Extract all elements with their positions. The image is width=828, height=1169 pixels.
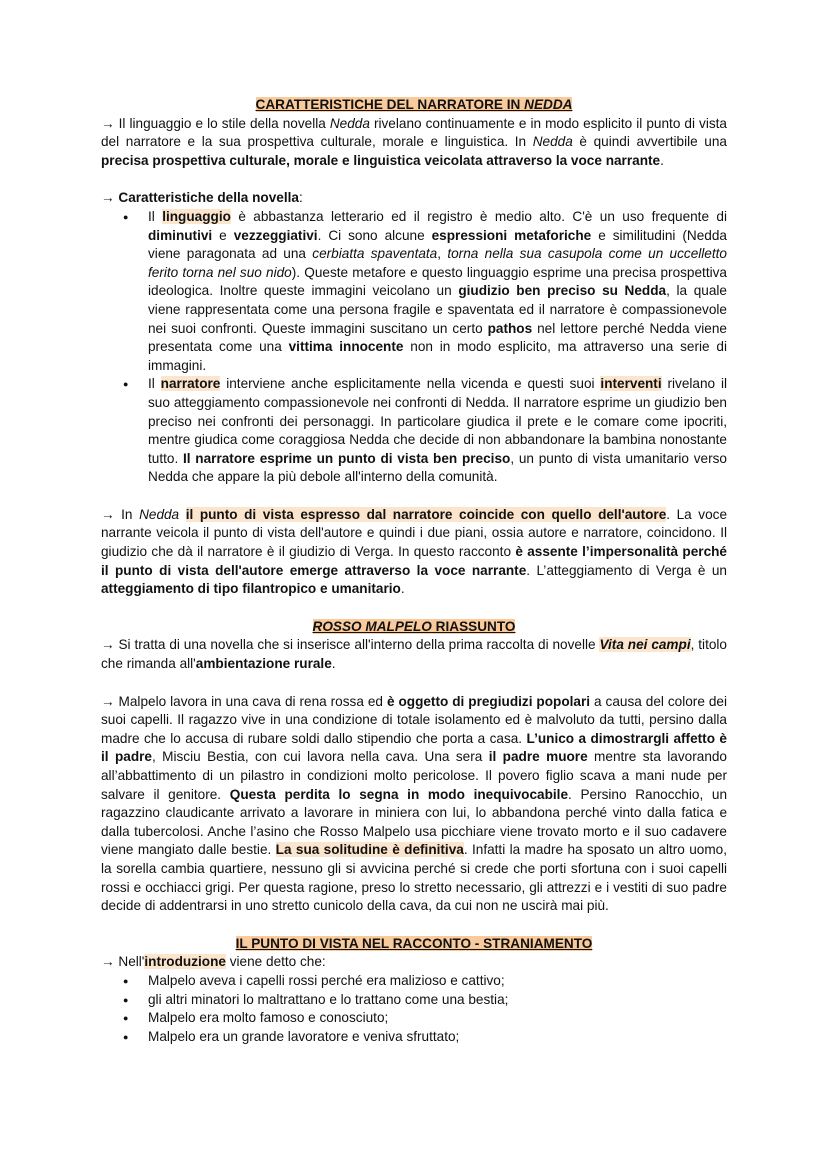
paragraph-introduzione: → Nell'introduzione viene detto che: <box>101 954 326 970</box>
heading-rosso-malpelo-riassunto: ROSSO MALPELO RIASSUNTO <box>312 618 516 634</box>
list-item: ● gli altri minatori lo maltrattano e lo trattano come una bestia; <box>101 991 727 1010</box>
heading-caratteristiche-narratore: CARATTERISTICHE DEL NARRATORE IN NEDDA <box>255 97 573 112</box>
list-item: ● Malpelo era molto famoso e conosciuto; <box>101 1009 727 1028</box>
bullet-list-introduzione <box>101 972 727 1046</box>
list-item: ● Il narratore interviene anche esplicitamente nella vicenda e questi suoi interventi rivelano il suo atteggiamento compassionevole nei confronti di Nedda. Il narratore esprime un giudizio ben preciso nei confronti dei personaggi. In particolare giudica il prete e le comare come ipocriti, mentre giudica come coraggiosa Nedda che decide di non abbandonare la bambina nonostante tutto. Il narratore esprime un punto di vista ben preciso, un punto di vista umanitario verso Nedda che appare la più debole all'interno della comunità. <box>101 375 727 487</box>
heading-punto-di-vista-straniamento: IL PUNTO DI VISTA NEL RACCONTO - STRANIAMENTO <box>235 935 593 951</box>
paragraph-linguaggio-stile: → Il linguaggio e lo stile della novella Nedda rivelano continuamente e in modo esplicito il punto di vista del narratore e la sua prospettiva culturale, morale e linguistica. In Nedda è quindi avvertibile una precisa prospettiva culturale, morale e linguistica veicolata attraverso la voce narrante. <box>101 115 727 168</box>
list-item: ● Malpelo era un grande lavoratore e veniva sfruttato; <box>101 1028 727 1047</box>
list-item: ● Malpelo aveva i capelli rossi perché era malizioso e cattivo; <box>101 972 727 991</box>
paragraph-caratteristiche-novella: → Caratteristiche della novella: <box>101 190 303 206</box>
document-page <box>101 96 727 1046</box>
list-item: ● Il linguaggio è abbastanza letterario ed il registro è medio alto. C'è un uso frequente di diminutivi e vezzeggiativi. Ci sono alcune espressioni metaforiche e similitudini (Nedda viene paragonata ad una cerbiatta spaventata, torna nella sua casupola come un uccelletto ferito torna nel suo nido). Queste metafore e questo linguaggio esprime una precisa prospettiva ideologica. Inoltre queste immagini veicolano un giudizio ben preciso su Nedda, la quale viene rappresentata come una persona fragile e spaventata ed il narratore è compassionevole nei suoi confronti. Queste immagini suscitano un certo pathos nel lettore perché Nedda viene presentata come una vittima innocente non in modo esplicito, ma attraverso una serie di immagini. <box>101 208 727 375</box>
paragraph-vita-nei-campi: → Si tratta di una novella che si inserisce all'interno della prima raccolta di novelle Vita nei campi, titolo che rimanda all'ambientazione rurale. <box>101 637 727 672</box>
paragraph-riassunto-malpelo: → Malpelo lavora in una cava di rena rossa ed è oggetto di pregiudizi popolari a causa del colore dei suoi capelli. Il ragazzo vive in una condizione di totale isolamento ed è malvoluto da tutti, persino dalla madre che lo accusa di rubare soldi dallo stipendio che porta a casa. L’unico a dimostrargli affetto è il padre, Misciu Bestia, con cui lavora nella cava. Una sera il padre muore mentre sta lavorando all’abbattimento di un pilastro in condizioni molto pericolose. Il povero figlio scava a mani nude per salvare il genitore. Questa perdita lo segna in modo inequivocabile. Persino Ranocchio, un ragazzino claudicante arrivato a lavorare in miniera con lui, lo abbandona perché vinto dalla fatica e dalla tubercolosi. Anche l’asino che Rosso Malpelo usa picchiare viene trovato morto e il suo cadavere viene mangiato dalle bestie. La sua solitudine è definitiva. Infatti la madre ha sposato un altro uomo, la sorella cambia quartiere, nessuno gli si avvicina perché si crede che porti sfortuna con i suoi capelli rossi e occhiacci grigi. Per questa ragione, preso lo stretto necessario, gli attrezzi e i vestiti di suo padre decide di addentrarsi in uno stretto cunicolo della cava, da cui non ne uscirà mai più. <box>101 693 727 914</box>
bullet-list-caratteristiche <box>101 208 727 487</box>
paragraph-punto-di-vista-autore: → In Nedda il punto di vista espresso dal narratore coincide con quello dell'autore. La voce narrante veicola il punto di vista dell'autore e quindi i due piani, ossia autore e narratore, coincidono. Il giudizio che dà il narratore è il giudizio di Verga. In questo racconto è assente l’impersonalità perché il punto di vista dell'autore emerge attraverso la voce narrante. L’atteggiamento di Verga è un atteggiamento di tipo filantropico e umanitario. <box>101 506 728 597</box>
